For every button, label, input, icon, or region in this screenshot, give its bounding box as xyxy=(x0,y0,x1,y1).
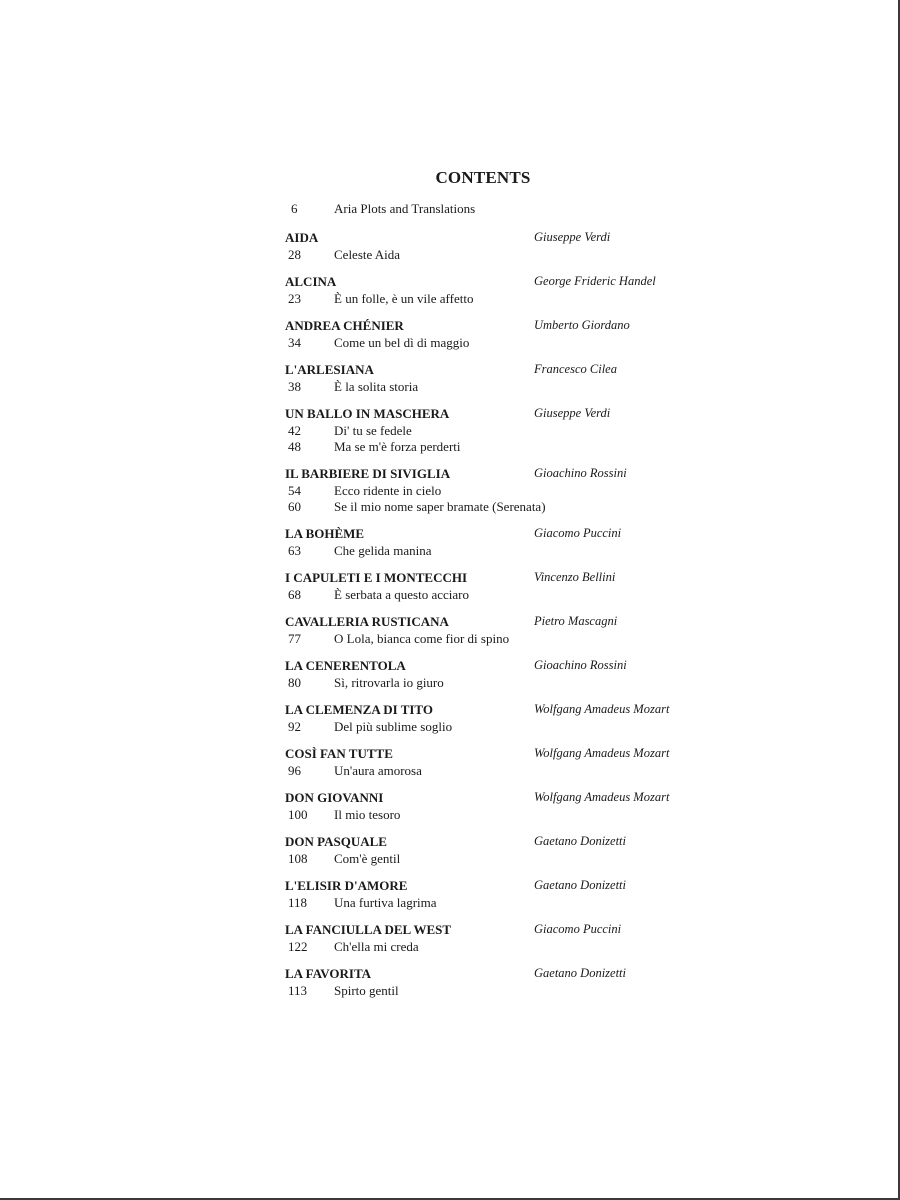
opera-entry xyxy=(285,406,745,455)
opera-title: LA CLEMENZA DI TITO xyxy=(285,702,433,717)
aria-title: Sì, ritrovarla io giuro xyxy=(334,675,444,690)
opera-heading xyxy=(285,362,745,379)
opera-entry xyxy=(285,466,745,515)
opera-heading xyxy=(285,790,745,807)
composer-name: Gaetano Donizetti xyxy=(534,834,627,848)
opera-title: AIDA xyxy=(285,230,319,245)
opera-entry xyxy=(285,746,745,779)
composer-name: Gioachino Rossini xyxy=(534,466,627,480)
opera-entry xyxy=(285,230,745,263)
page-number: 63 xyxy=(288,543,301,558)
aria-entry xyxy=(285,675,745,691)
page-number: 100 xyxy=(288,807,308,822)
opera-title: COSÌ FAN TUTTE xyxy=(285,746,393,761)
aria-title: Celeste Aida xyxy=(334,247,401,262)
aria-title: È la solita storia xyxy=(334,379,419,394)
page-number: 60 xyxy=(288,499,301,514)
opera-entry xyxy=(285,274,745,307)
aria-title: Una furtiva lagrima xyxy=(334,895,437,910)
opera-title: LA BOHÈME xyxy=(285,526,365,541)
opera-heading xyxy=(285,922,745,939)
intro-entry xyxy=(285,201,745,219)
opera-title: LA CENERENTOLA xyxy=(285,658,406,673)
aria-title: Spirto gentil xyxy=(334,983,399,998)
composer-name: Pietro Mascagni xyxy=(534,614,618,628)
aria-entry xyxy=(285,587,745,603)
aria-title: O Lola, bianca come fior di spino xyxy=(334,631,510,646)
opera-title: DON PASQUALE xyxy=(285,834,387,849)
opera-entry xyxy=(285,834,745,867)
aria-title: Ecco ridente in cielo xyxy=(334,483,442,498)
opera-title: LA FANCIULLA DEL WEST xyxy=(285,922,452,937)
page-number: 113 xyxy=(288,983,308,998)
composer-name: Gaetano Donizetti xyxy=(534,966,627,980)
aria-title: È serbata a questo acciaro xyxy=(334,587,469,602)
page-number: 68 xyxy=(288,587,301,602)
composer-name: Francesco Cilea xyxy=(534,362,617,376)
page-number: 80 xyxy=(288,675,301,690)
opera-entry xyxy=(285,526,745,559)
aria-entry xyxy=(285,483,745,499)
opera-entry xyxy=(285,702,745,735)
opera-heading xyxy=(285,466,745,483)
page-title: CONTENTS xyxy=(435,168,531,187)
opera-title: I CAPULETI E I MONTECCHI xyxy=(285,570,468,585)
aria-title: Come un bel dì di maggio xyxy=(334,335,470,350)
page-number: 92 xyxy=(288,719,301,734)
composer-name: Giuseppe Verdi xyxy=(534,406,611,420)
opera-title: L'ARLESIANA xyxy=(285,362,374,377)
opera-title: L'ELISIR D'AMORE xyxy=(285,878,408,893)
opera-heading xyxy=(285,570,745,587)
opera-title: UN BALLO IN MASCHERA xyxy=(285,406,450,421)
composer-name: Giuseppe Verdi xyxy=(534,230,611,244)
page-number: 77 xyxy=(288,631,301,646)
composer-name: George Frideric Handel xyxy=(534,274,656,288)
opera-title: DON GIOVANNI xyxy=(285,790,384,805)
page-number: 122 xyxy=(288,939,308,954)
aria-entry xyxy=(285,247,745,263)
opera-heading xyxy=(285,658,745,675)
page-number: 118 xyxy=(288,895,308,910)
composer-name: Gioachino Rossini xyxy=(534,658,627,672)
opera-title: LA FAVORITA xyxy=(285,966,372,981)
aria-entry xyxy=(285,379,745,395)
aria-entry xyxy=(285,851,745,867)
opera-heading xyxy=(285,966,745,983)
opera-heading xyxy=(285,406,745,423)
opera-heading xyxy=(285,526,745,543)
opera-entry xyxy=(285,878,745,911)
opera-heading xyxy=(285,274,745,291)
opera-title: CAVALLERIA RUSTICANA xyxy=(285,614,449,629)
opera-heading xyxy=(285,746,745,763)
page-number: 42 xyxy=(288,423,301,438)
opera-entry xyxy=(285,570,745,603)
aria-entry xyxy=(285,895,745,911)
aria-title: È un folle, è un vile affetto xyxy=(334,291,474,306)
aria-entry xyxy=(285,807,745,823)
composer-name: Vincenzo Bellini xyxy=(534,570,616,584)
opera-entry xyxy=(285,318,745,351)
aria-title: Ma se m'è forza perderti xyxy=(334,439,461,454)
opera-title: IL BARBIERE DI SIVIGLIA xyxy=(285,466,451,481)
opera-heading xyxy=(285,230,745,247)
opera-heading xyxy=(285,878,745,895)
opera-entry xyxy=(285,966,745,999)
aria-entry xyxy=(285,543,745,559)
aria-title: Che gelida manina xyxy=(334,543,432,558)
composer-name: Wolfgang Amadeus Mozart xyxy=(534,790,670,804)
aria-entry xyxy=(285,499,745,515)
aria-entry xyxy=(285,939,745,955)
opera-entry xyxy=(285,790,745,823)
aria-entry xyxy=(285,983,745,999)
aria-entry xyxy=(285,335,745,351)
opera-entry xyxy=(285,362,745,395)
page-number: 108 xyxy=(288,851,308,866)
aria-title: Un'aura amorosa xyxy=(334,763,422,778)
page-number: 34 xyxy=(288,335,301,350)
opera-list xyxy=(285,230,745,999)
opera-title: ANDREA CHÉNIER xyxy=(285,318,404,333)
opera-heading xyxy=(285,614,745,631)
composer-name: Wolfgang Amadeus Mozart xyxy=(534,702,670,716)
aria-entry xyxy=(285,439,745,455)
aria-title: Se il mio nome saper bramate (Serenata) xyxy=(334,499,546,514)
intro-page-number: 6 xyxy=(291,201,298,216)
aria-title: Il mio tesoro xyxy=(334,807,401,822)
opera-entry xyxy=(285,658,745,691)
opera-heading xyxy=(285,834,745,851)
aria-entry xyxy=(285,631,745,647)
page-number: 54 xyxy=(288,483,301,498)
page-number: 23 xyxy=(288,291,301,306)
page-number: 48 xyxy=(288,439,301,454)
page-number: 38 xyxy=(288,379,301,394)
composer-name: Umberto Giordano xyxy=(534,318,630,332)
aria-entry xyxy=(285,423,745,439)
composer-name: Giacomo Puccini xyxy=(534,526,622,540)
composer-name: Wolfgang Amadeus Mozart xyxy=(534,746,670,760)
opera-title: ALCINA xyxy=(285,274,337,289)
aria-title: Del più sublime soglio xyxy=(334,719,453,734)
composer-name: Giacomo Puccini xyxy=(534,922,622,936)
intro-title: Aria Plots and Translations xyxy=(334,201,476,216)
opera-heading xyxy=(285,702,745,719)
aria-entry xyxy=(285,719,745,735)
page-number: 28 xyxy=(288,247,301,262)
aria-title: Com'è gentil xyxy=(334,851,401,866)
page-number: 96 xyxy=(288,763,301,778)
composer-name: Gaetano Donizetti xyxy=(534,878,627,892)
aria-title: Di' tu se fedele xyxy=(334,423,412,438)
contents-list xyxy=(285,201,745,1010)
aria-entry xyxy=(285,763,745,779)
aria-entry xyxy=(285,291,745,307)
opera-heading xyxy=(285,318,745,335)
aria-title: Ch'ella mi creda xyxy=(334,939,419,954)
opera-entry xyxy=(285,922,745,955)
opera-entry xyxy=(285,614,745,647)
